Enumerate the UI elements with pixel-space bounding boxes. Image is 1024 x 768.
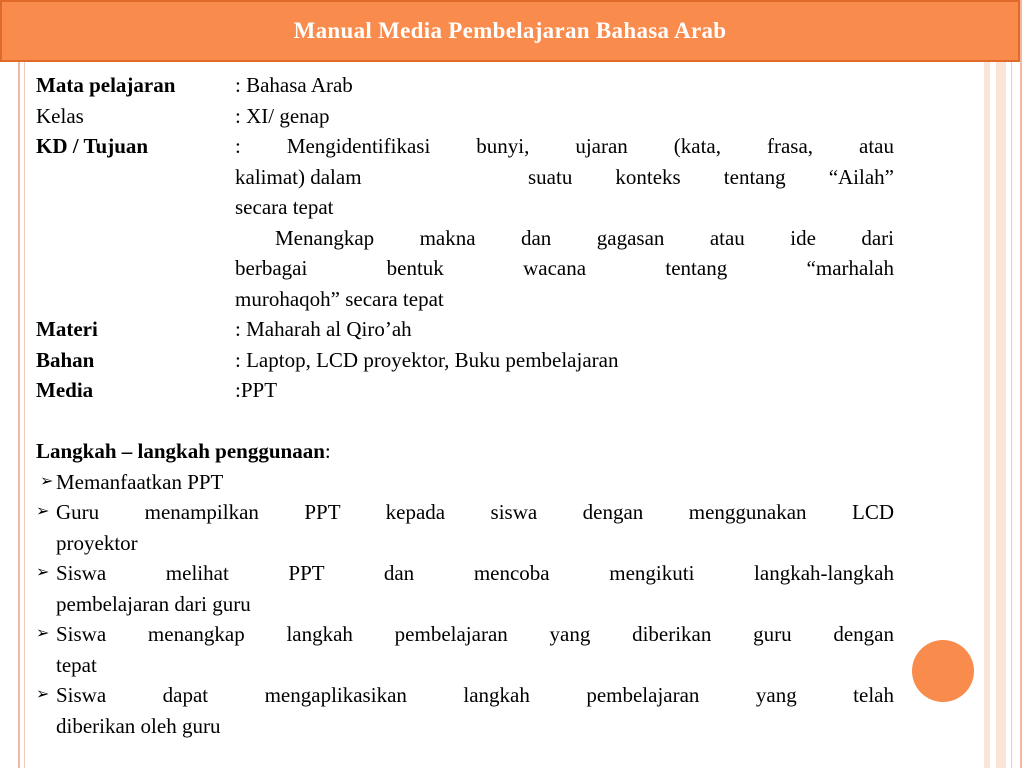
field-value: : Mengidentifikasi bunyi, ujaran (kata, frasa, atau <box>235 134 894 158</box>
title-bar <box>0 0 1020 62</box>
list-item-text: Siswa menangkap langkah pembelajaran yang diberikan guru dengan <box>56 622 894 646</box>
field-label: Bahan <box>36 347 95 372</box>
field-label: KD / Tujuan <box>36 134 149 158</box>
kd-text: suatu konteks tentang “Ailah” <box>528 164 894 189</box>
field-kd-tujuan <box>36 131 894 162</box>
steps-heading <box>36 436 894 467</box>
arrow-bullet-icon: ➢ <box>36 625 50 642</box>
decor-stripe <box>996 62 1006 768</box>
field-value: : Maharah al Qiro’ah <box>235 317 412 341</box>
field-kelas <box>36 101 894 132</box>
decor-stripe <box>984 62 990 768</box>
steps-heading-colon: : <box>324 439 331 463</box>
arrow-bullet-icon: ➢ <box>40 472 54 490</box>
field-mata-pelajaran <box>36 70 894 101</box>
list-item-text: Memanfaatkan PPT <box>56 469 224 494</box>
field-label: Materi <box>36 317 98 341</box>
kd-line: Menangkap makna dan gagasan atau ide dari <box>275 225 894 250</box>
list-item-text: Guru menampilkan PPT kepada siswa dengan menggunakan LCD <box>56 500 894 524</box>
list-item <box>36 558 894 619</box>
arrow-bullet-icon: ➢ <box>36 564 50 581</box>
kd-line: secara tepat <box>235 195 334 219</box>
list-item-text: Siswa dapat mengaplikasikan langkah pembelajaran yang telah <box>56 683 894 707</box>
slide-content <box>36 70 894 741</box>
field-value: : Bahasa Arab <box>235 73 353 97</box>
kd-line: berbagai bentuk wacana tentang “marhalah <box>235 256 894 280</box>
field-label: Media <box>36 378 94 402</box>
kd-line: murohaqoh” secara tepat <box>235 286 444 311</box>
list-item <box>36 467 894 498</box>
field-value: : Laptop, LCD proyektor, Buku pembelajaran <box>235 347 619 372</box>
field-bahan <box>36 345 894 376</box>
list-item <box>36 619 894 680</box>
list-item <box>36 497 894 558</box>
spacer <box>36 406 894 437</box>
field-materi <box>36 314 894 345</box>
field-value: : XI/ genap <box>235 103 330 128</box>
field-label: Mata pelajaran <box>36 73 176 97</box>
list-item-text: pembelajaran dari guru <box>56 591 251 616</box>
list-item-text: proyektor <box>56 530 138 555</box>
kd-line <box>235 162 894 193</box>
field-label: Kelas <box>36 103 84 128</box>
slide-title: Manual Media Pembelajaran Bahasa Arab <box>293 18 727 43</box>
decor-circle <box>912 640 974 702</box>
list-item-text: Siswa melihat PPT dan mencoba mengikuti langkah-langkah <box>56 561 894 585</box>
field-value: :PPT <box>235 378 278 402</box>
list-item-text: tepat <box>56 652 97 677</box>
kd-text: kalimat) dalam <box>235 164 362 189</box>
steps-heading-text: Langkah – langkah penggunaan <box>36 439 325 463</box>
arrow-bullet-icon: ➢ <box>36 503 50 520</box>
field-media <box>36 375 894 406</box>
arrow-bullet-icon: ➢ <box>36 686 50 703</box>
list-item-text: diberikan oleh guru <box>56 713 221 738</box>
list-item <box>36 680 894 741</box>
